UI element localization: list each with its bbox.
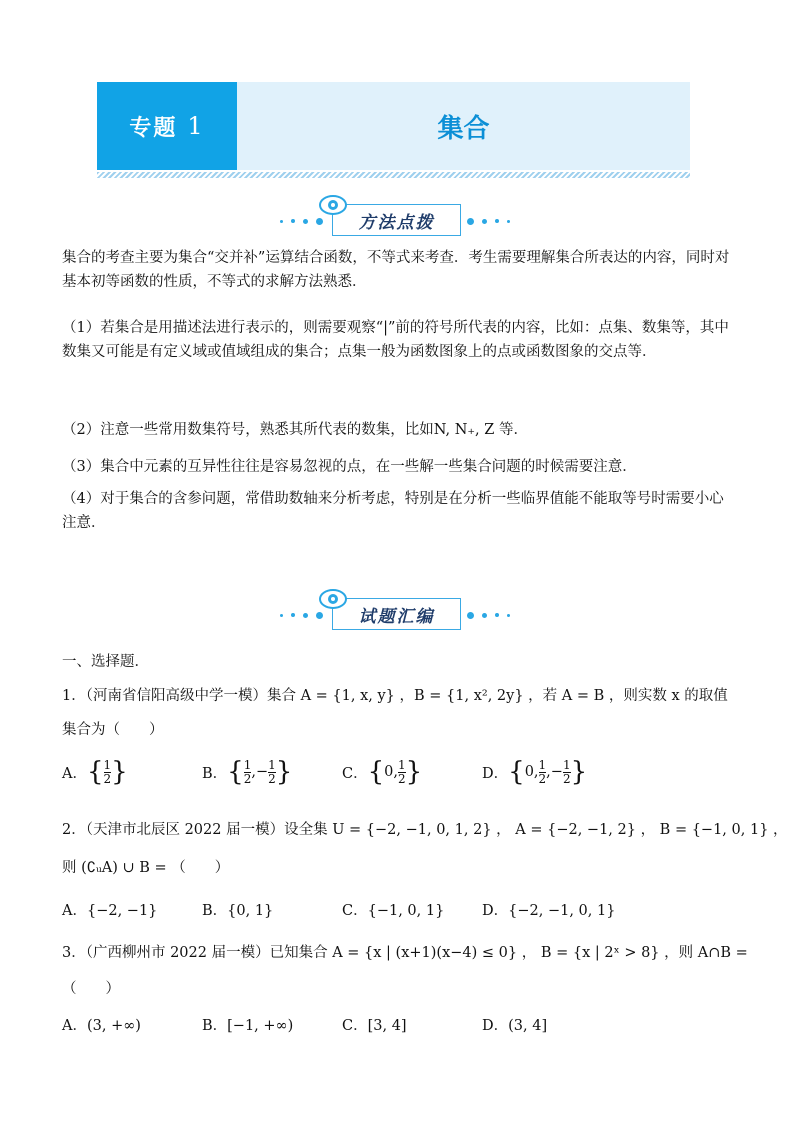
eye-icon [318,194,348,216]
banner-dots-right [467,216,510,226]
section-title-method: 方法点拨 [332,204,461,236]
chapter-tag-label: 专题 [129,115,178,141]
question-2-line-1: 2．（天津市北辰区 2022 届一模）设全集 U = {−2, −1, 0, 1, 2} ， A = {−2, −1, 2} ， B = {−1, 0, 1} ， [62,822,788,838]
section-banner-exercises [260,590,530,634]
chapter-number: 1 [187,112,205,140]
banner-dots-left [280,216,323,226]
option-a: A． { $\frac{1}{2}$ } [62,757,128,787]
fraction-half: $\frac{1}{2}$ [103,757,112,786]
question-1-options [62,752,742,792]
question-2-option-d: D．{−2, −1, 0, 1} [482,903,616,919]
banner-dots-left [280,610,323,620]
question-3-option-a: A．(3, +∞) [62,1018,141,1034]
question-2-option-a: A．{−2, −1} [62,903,158,919]
question-3-option-d: D．(3, 4] [482,1018,548,1034]
question-3-option-c: C．[3, 4] [342,1018,407,1034]
banner-dots-right [467,610,510,620]
section-title-exercises: 试题汇编 [332,598,461,630]
exercise-heading: 一、选择题． [62,654,149,670]
intro-paragraph-2: （1）若集合是用描述法进行表示的，则需要观察“|”前的符号所代表的内容，比如：点集、数集等，其中数集又可能是有定义域或值域组成的集合；点集一般为函数图象上的点或函数图象的交点等． [62,320,729,360]
intro-paragraph-1: 集合的考查主要为集合“交并补”运算结合函数，不等式来考查．考生需要理解集合所表达的内容，同时对基本初等函数的性质，不等式的求解方法熟悉． [62,250,730,290]
option-c: C． { 0, $\frac{1}{2}$ } [342,757,423,787]
question-3-option-b: B．[−1, +∞) [202,1018,294,1034]
header-hatch-divider [97,172,690,178]
chapter-header [97,82,690,170]
question-1-line-2: 集合为（ ） [62,722,164,738]
question-2-line-2: 则 (∁ᵤA) ∪ B = （ ） [62,860,230,876]
chapter-title: 集合 [437,113,490,144]
option-d: D． { 0, $\frac{1}{2}$ , − $\frac{1}{2}$ } [482,757,588,787]
question-1-line-1: 1．（河南省信阳高级中学一模）集合 A = {1, x, y} ，B = {1, x², 2y} ，若 A = B ，则实数 x 的取值 [62,688,728,704]
question-2-option-b: B．{0, 1} [202,903,274,919]
intro-paragraph-3: （2）注意一些常用数集符号，熟悉其所代表的数集，比如N, N₊, Z 等． [62,422,528,438]
intro-paragraph-5: （4）对于集合的含参问题，常借助数轴来分析考虑，特别是在分析一些临界值能不能取等号时需要小心注意． [62,491,724,531]
question-3-line-2: （ ） [62,981,120,997]
intro-paragraph-4: （3）集合中元素的互异性往往是容易忽视的点，在一些解一些集合问题的时候需要注意． [62,459,637,475]
section-banner-method [260,196,530,240]
question-3-line-1: 3．（广西柳州市 2022 届一模）已知集合 A = {x | (x+1)(x−4) ≤ 0} ， B = {x | 2ˣ > 8} ，则 A∩B = [62,945,748,961]
eye-icon [318,588,348,610]
question-2-option-c: C．{−1, 0, 1} [342,903,445,919]
chapter-tag [97,82,237,170]
option-b: B． { $\frac{1}{2}$ , − $\frac{1}{2}$ } [202,757,293,787]
